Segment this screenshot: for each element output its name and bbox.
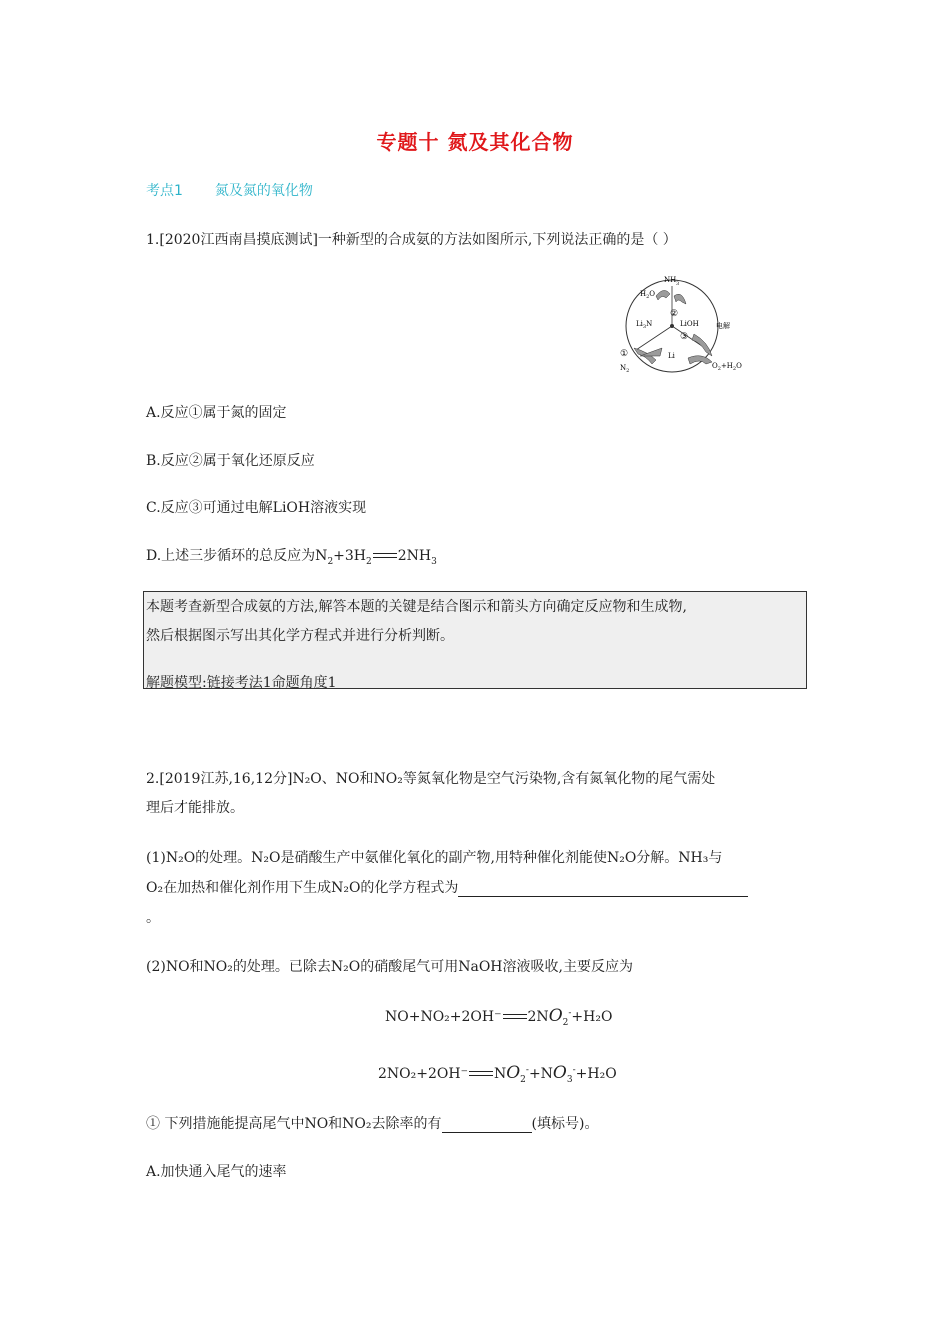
q2-part1-line-2: O₂在加热和催化剂作用下生成N₂O的化学方程式为 bbox=[146, 877, 748, 897]
label-step-1: ① bbox=[620, 349, 629, 359]
equals-sign-icon bbox=[502, 1012, 528, 1022]
q1-option-a: A.反应①属于氮的固定 bbox=[146, 405, 287, 421]
section-name: 氮及氮的氧化物 bbox=[214, 183, 313, 199]
hint-model: 解题模型:链接考法1命题角度1 bbox=[146, 675, 337, 691]
question-2-stem-line-1: 2.[2019江苏,16,12分]N₂O、NO和NO₂等氮氧化物是空气污染物,含有氮氧化物的尾气需处 bbox=[146, 771, 716, 787]
q1-option-d: D.上述三步循环的总反应为$N_2+3H_2$ $2NH_3$ bbox=[146, 548, 437, 567]
label-nh3: NH bbox=[664, 276, 677, 284]
hint-line-1: 本题考查新型合成氨的方法,解答本题的关键是结合图示和箭头方向确定反应物和生成物, bbox=[146, 599, 687, 615]
q2-sub-question-1: ① 下列措施能提高尾气中NO和NO₂去除率的有 (填标号)。 bbox=[146, 1116, 599, 1132]
q2-part1-line-3: 。 bbox=[146, 910, 160, 926]
question-2-stem-line-2: 理后才能排放。 bbox=[146, 800, 244, 816]
label-step-3: ③ bbox=[680, 332, 689, 342]
q2-option-a: A.加快通入尾气的速率 bbox=[146, 1164, 287, 1180]
question-1-stem: 1.[2020江西南昌摸底测试]一种新型的合成氨的方法如图所示,下列说法正确的是（ ） bbox=[146, 232, 677, 248]
q2-part1-line-1: (1)N₂O的处理。N₂O是硝酸生产中氨催化氧化的副产物,用特种催化剂能使N₂O分解。NH₃与 bbox=[146, 850, 723, 866]
label-nh3-sub: 3 bbox=[676, 281, 680, 287]
q2-part2: (2)NO和NO₂的处理。已除去N₂O的硝酸尾气可用NaOH溶液吸收,主要反应为 bbox=[146, 959, 633, 975]
equation-1: NO+NO₂+2OH⁻ $2NO_2^-+H_2O$ bbox=[385, 1006, 613, 1028]
label-step-2: ② bbox=[670, 309, 679, 319]
label-n2: $N_2$ bbox=[620, 364, 630, 374]
answer-blank-equation[interactable] bbox=[458, 882, 748, 897]
equals-sign-icon bbox=[372, 551, 398, 561]
q1-option-c: C.反应③可通过电解LiOH溶液实现 bbox=[146, 500, 367, 516]
label-lioh: LiOH bbox=[680, 320, 699, 328]
label-h2o-top: $H_2O$ bbox=[640, 290, 656, 300]
answer-blank-choice[interactable] bbox=[442, 1118, 532, 1133]
synthesis-cycle-diagram bbox=[612, 268, 772, 380]
label-li: Li bbox=[668, 352, 675, 360]
section-label: 考点1 bbox=[146, 183, 183, 199]
label-electrolysis: 电解 bbox=[716, 322, 730, 330]
label-o2-h2o: $O_2+H_2O$ bbox=[712, 362, 742, 372]
page-title: 专题十 氮及其化合物 bbox=[376, 130, 574, 154]
equals-sign-icon bbox=[468, 1069, 494, 1079]
section-heading bbox=[146, 180, 313, 200]
hint-box bbox=[143, 591, 807, 689]
label-li3n: $Li_3N$ bbox=[636, 320, 653, 330]
q1-option-b: B.反应②属于氧化还原反应 bbox=[146, 453, 315, 469]
hint-line-2: 然后根据图示写出其化学方程式并进行分析判断。 bbox=[146, 628, 454, 644]
equation-2: 2NO₂+2OH⁻ $NO_2^-+NO_3^-+H_2O$ bbox=[378, 1063, 617, 1085]
